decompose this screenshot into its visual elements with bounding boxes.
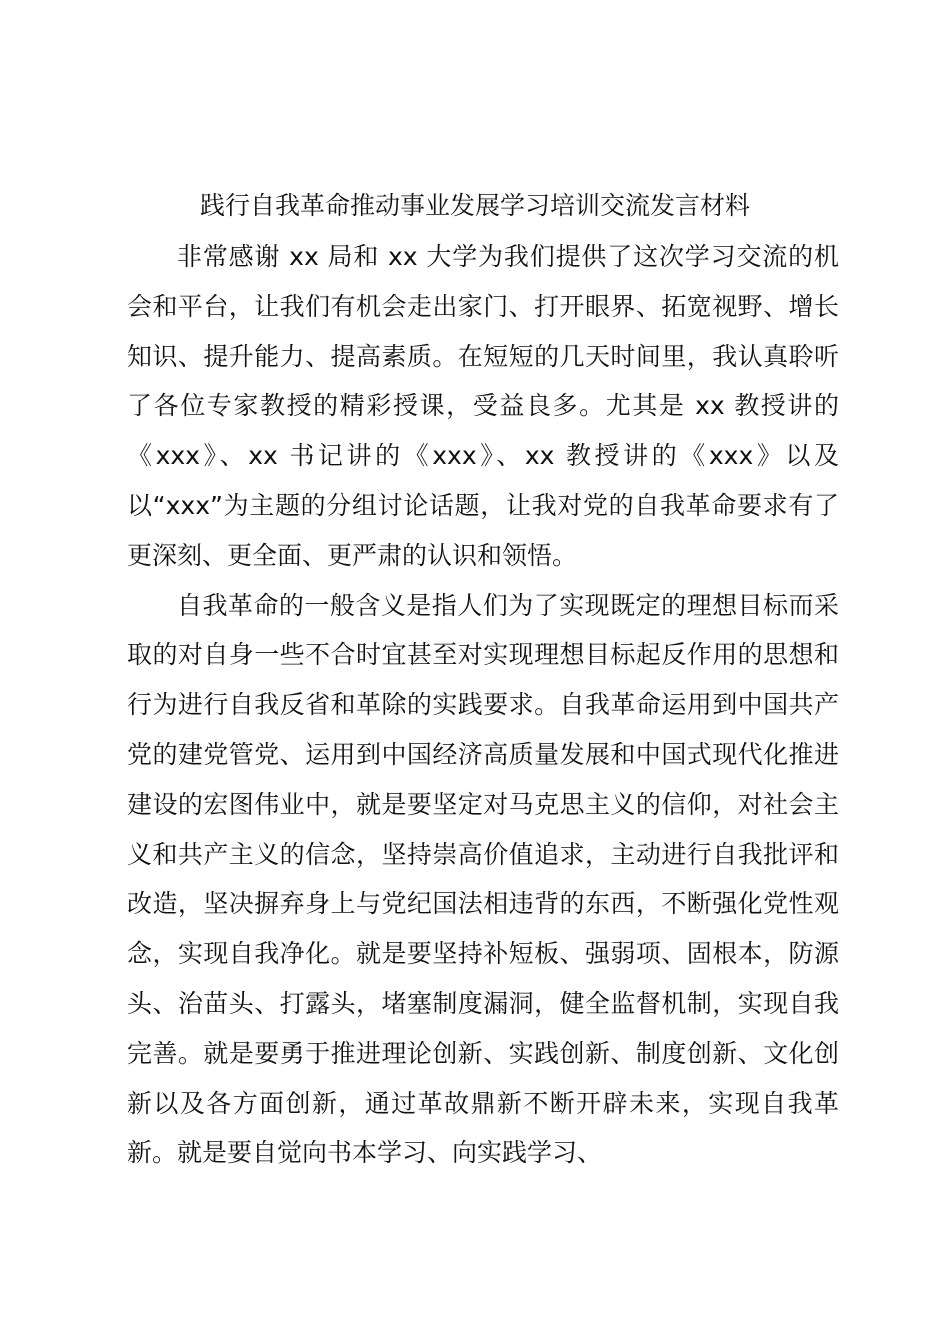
document-title: 践行自我革命推动事业发展学习培训交流发言材料	[199, 191, 750, 220]
paragraph-2: 自我革命的一般含义是指人们为了实现既定的理想目标而采取的对自身一些不合时宜甚至对实现理想目标起反作用的思想和行为进行自我反省和革除的实践要求。自我革命运用到中国共产党的建党管党、运用到中国经济高质量发展和中国式现代化推进建设的宏图伟业中，就是要坚定对马克思主义的信仰，对社会主义和共产主义的信念，坚持崇高价值追求，主动进行自我批评和改造，坚决摒弃身上与党纪国法相违背的东西，不断强化党性观念，实现自我净化。就是要坚持补短板、强弱项、固根本，防源头、治苗头、打露头，堵塞制度漏洞，健全监督机制，实现自我完善。就是要勇于推进理论创新、实践创新、制度创新、文化创新以及各方面创新，通过革故鼎新不断开辟未来，实现自我革新。就是要自觉向书本学习、向实践学习、	[127, 590, 839, 1168]
paragraph-1: 非常感谢 xx 局和 xx 大学为我们提供了这次学习交流的机会和平台，让我们有机会走出家门、打开眼界、拓宽视野、增长知识、提升能力、提高素质。在短短的几天时间里，我认真聆听了各位专家教授的精彩授课，受益良多。尤其是 xx 教授讲的《xxx》、xx 书记讲的《xxx》、xx 教授讲的《xxx》以及以“xxx”为主题的分组讨论话题，让我对党的自我革命要求有了更深刻、更全面、更严肃的认识和领悟。	[127, 242, 839, 570]
document-body	[127, 232, 839, 1178]
